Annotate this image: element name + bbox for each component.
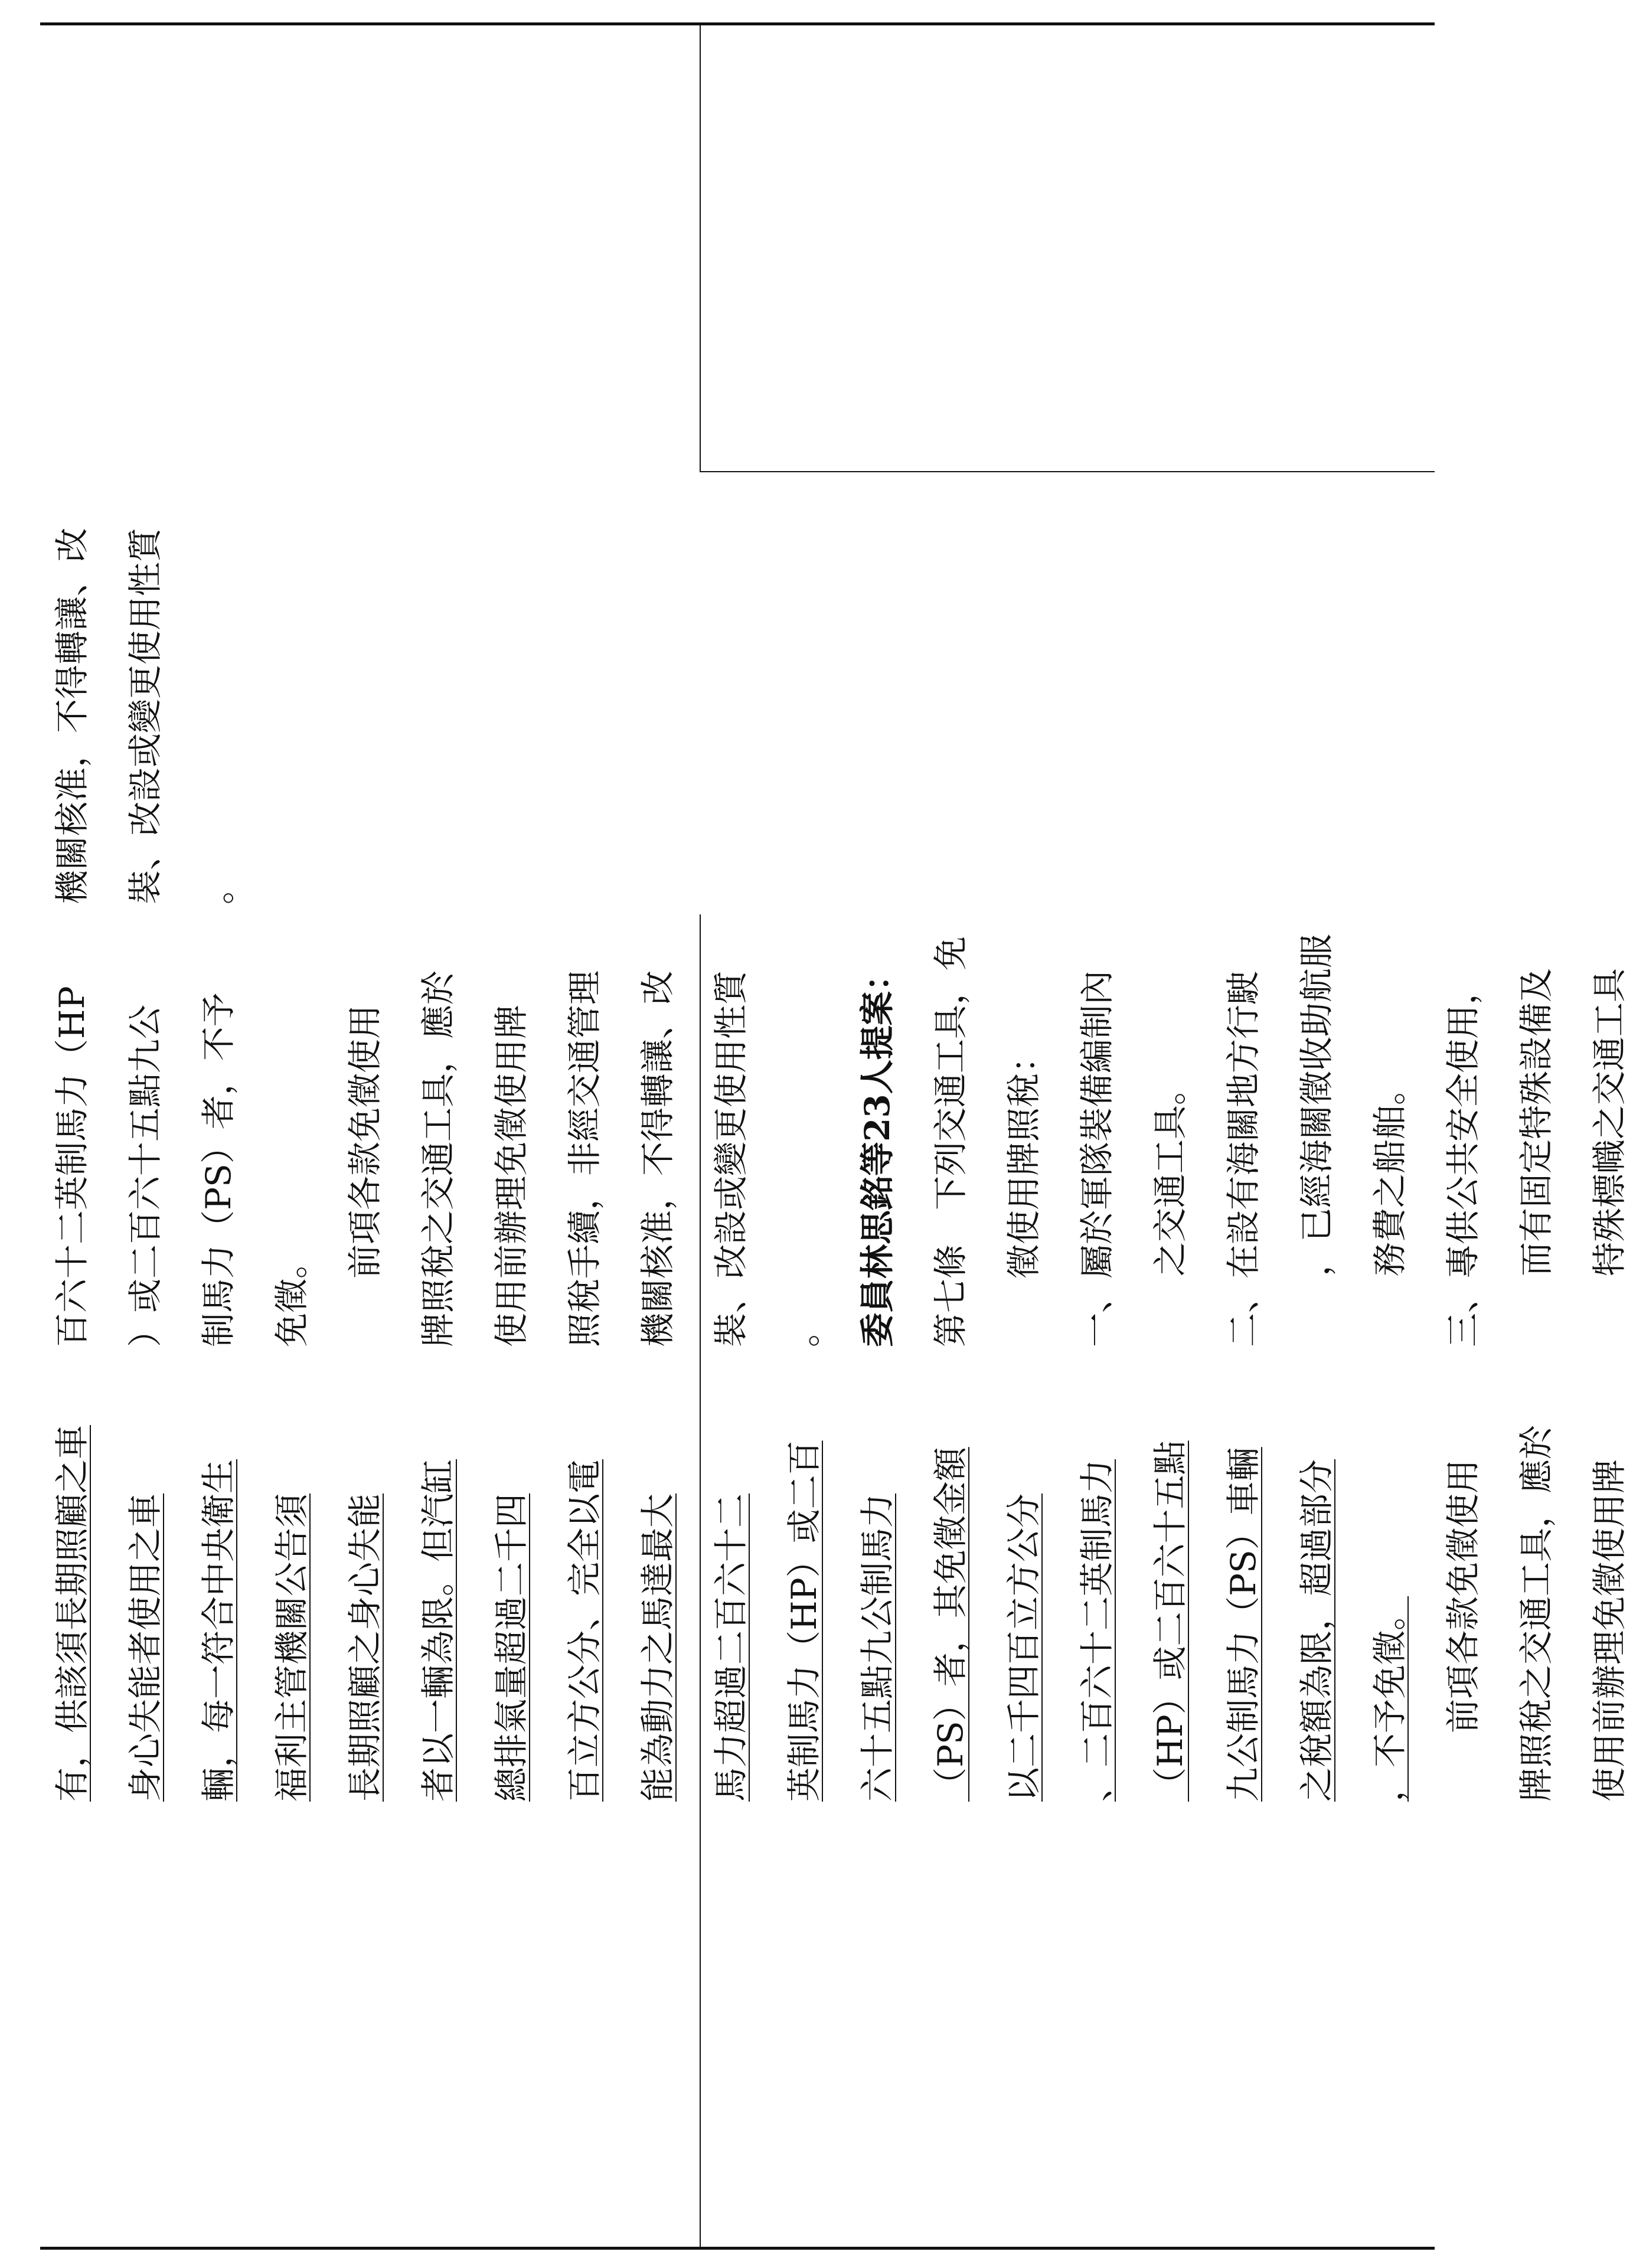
text-line: 制馬力（PS）者，不予 bbox=[198, 992, 239, 1347]
text-line: 使用前辦理免徵使用牌 bbox=[1589, 1459, 1629, 1802]
text-line: 二、在設有海關地方行駛 bbox=[1223, 970, 1263, 1347]
text-line: 裝、改設或變更使用性質 bbox=[125, 527, 165, 904]
text-line: 、二百六十二英制馬力 bbox=[1077, 1459, 1117, 1802]
text-line: 之稅額為限，超過部分 bbox=[1296, 1459, 1337, 1802]
text-line: （PS）者，其免徵金額 bbox=[930, 1447, 971, 1802]
text-line: 務費之船舶。 bbox=[1370, 1070, 1410, 1276]
text-line: 者以一輛為限。但汽缸 bbox=[418, 1459, 458, 1802]
text-line: 馬力超過二百六十二 bbox=[711, 1493, 751, 1802]
text-line: 百立方公分、完全以電 bbox=[564, 1459, 605, 1802]
text-line: 機關核准，不得轉讓、改 bbox=[52, 527, 92, 904]
text-line: 一、屬於軍隊裝備編制內 bbox=[1077, 970, 1117, 1347]
text-line: 能為動力之馬達最大 bbox=[638, 1493, 678, 1802]
text-line: 牌照稅之交通工具，應於 bbox=[1516, 1424, 1556, 1802]
text-line: （HP）或二百六十五點 bbox=[1150, 1440, 1190, 1802]
text-line: ，不予免徵。 bbox=[1370, 1596, 1410, 1802]
text-line: 裝、改設或變更使用性質 bbox=[711, 970, 751, 1347]
text-line: ，已經海關徵收助航服 bbox=[1296, 933, 1337, 1276]
text-column-1 bbox=[35, 1425, 1646, 1802]
text-line: 九公制馬力（PS）車輛 bbox=[1223, 1447, 1263, 1802]
text-column-3 bbox=[35, 528, 255, 904]
text-line: 徵使用牌照稅： bbox=[1004, 1038, 1044, 1279]
text-line: 長期照顧之身心失能 bbox=[345, 1493, 385, 1802]
text-line: 委員林思銘等23人提案： bbox=[857, 957, 897, 1347]
text-line: 照稅手續，非經交通管理 bbox=[564, 970, 605, 1347]
text-line: 特殊標幟之交通工具 bbox=[1589, 968, 1629, 1276]
text-line: 第七條 下列交通工具，免 bbox=[930, 936, 971, 1347]
text-line: 有，供該須長期照顧之車 bbox=[52, 1424, 92, 1802]
text-line: 福利主管機關公告須 bbox=[272, 1493, 312, 1802]
text-line: 三、專供公共安全使用， bbox=[1443, 970, 1483, 1347]
text-line: 機關核准，不得轉讓、改 bbox=[638, 970, 678, 1347]
text-line: 。 bbox=[198, 870, 239, 904]
text-line: 前項各款免徵使用 bbox=[345, 1004, 385, 1279]
text-line: 而有固定特殊設備及 bbox=[1516, 968, 1556, 1276]
text-line: 前項各款免徵使用 bbox=[1443, 1459, 1483, 1733]
text-line: 。 bbox=[784, 1312, 824, 1347]
text-line: 身心失能者使用之車 bbox=[125, 1493, 165, 1802]
text-line: 百六十二英制馬力（HP bbox=[52, 986, 92, 1347]
text-column-2 bbox=[35, 934, 1646, 1347]
text-line: ）或二百六十五點九公 bbox=[125, 1004, 165, 1347]
text-line: 牌照稅之交通工具，應於 bbox=[418, 970, 458, 1347]
text-line: 總排氣量超過二千四 bbox=[491, 1493, 531, 1802]
text-line: 使用前辦理免徵使用牌 bbox=[491, 1004, 531, 1347]
text-line: 輛，每一符合中央衛生 bbox=[198, 1459, 239, 1802]
text-line: 免徵。 bbox=[272, 1244, 312, 1347]
text-line: 六十五點九公制馬力 bbox=[857, 1493, 897, 1802]
text-line: 英制馬力（HP）或二百 bbox=[784, 1440, 824, 1802]
text-line: 之交通工具。 bbox=[1150, 1070, 1190, 1276]
text-line: 以二千四百立方公分 bbox=[1004, 1493, 1044, 1802]
